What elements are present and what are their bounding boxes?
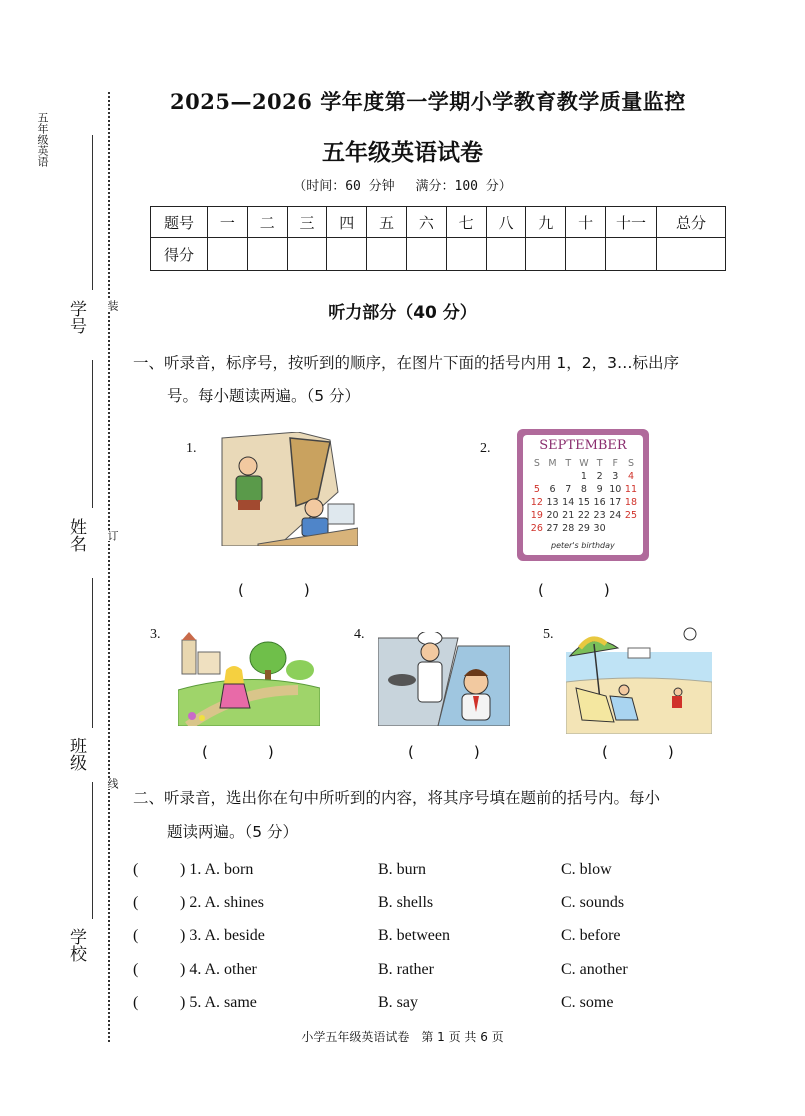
student-id-label: 学号 [66,300,86,334]
calendar-day: 13 [546,497,559,508]
girl-running-picture [178,630,320,726]
part1-instruction-line1: 一、听录音，标序号，按听到的顺序，在图片下面的括号内用 1，2，3…标出序 [133,354,680,372]
calendar-day: 18 [624,497,638,508]
calendar-week-row [529,483,639,496]
score-cell: 九 [526,207,566,238]
question-option-b: B. between [378,927,450,944]
score-cell: 三 [287,207,327,238]
calendar-week-row [529,496,639,509]
calendar-week-row [529,509,639,522]
calendar-day: 1 [580,471,587,482]
question-option-c: C. another [561,961,628,978]
score-input-cell[interactable] [566,238,606,271]
calendar-day: 25 [624,510,638,521]
open-paren[interactable]: ( [133,994,139,1011]
calendar-day: 23 [593,510,606,521]
class-line [92,578,93,728]
question-option-c: C. some [561,994,614,1011]
calendar-day: W [579,458,589,469]
seal-mark-zhuang: 装 [106,300,119,311]
answer-paren[interactable]: ( ) [238,581,310,599]
question-option-b: B. rather [378,961,434,978]
exam-meta: （时间：60 分钟 满分：100 分） [293,179,512,194]
question-option-a: ) 5. A. same [180,994,257,1011]
question-option-a: ) 4. A. other [180,961,257,978]
seal-dotted-line [108,92,110,1042]
answer-paren[interactable]: ( ) [408,743,480,761]
calendar-day: F [612,458,619,469]
score-input-cell[interactable] [367,238,407,271]
question-option-a: ) 1. A. born [180,861,254,878]
score-input-cell[interactable] [657,238,726,271]
calendar-day: 7 [565,484,572,495]
calendar-note: peter's birthday [551,541,615,550]
cook-picture [378,632,510,726]
question-option-a: ) 3. A. beside [180,927,265,944]
calendar-month: SEPTEMBER [539,438,627,453]
open-paren[interactable]: ( [133,961,139,978]
question-option-b: B. shells [378,894,434,911]
calendar-day: 26 [530,523,543,534]
calendar-day: T [596,458,603,469]
school-line [92,782,93,919]
open-paren[interactable]: ( [133,861,139,878]
score-cell: 十 [566,207,606,238]
open-paren[interactable]: ( [133,894,139,911]
calendar-day: 30 [593,523,606,534]
calendar-week-row [529,522,639,535]
calendar-day: 27 [546,523,559,534]
calendar-day: 14 [562,497,575,508]
calendar-day: 24 [609,510,622,521]
score-input-cell[interactable] [486,238,526,271]
part1-instruction-line2: 号。每小题读两遍。（5 分） [167,387,361,405]
calendar-day: 6 [549,484,556,495]
score-input-cell[interactable] [406,238,446,271]
score-table [150,206,726,271]
calendar-week-row [529,470,639,483]
name-label: 姓名 [66,518,86,552]
seal-mark-ding: 订 [106,530,119,541]
score-cell: 十一 [606,207,657,238]
question-option-b: B. say [378,994,418,1011]
calendar-day: 20 [546,510,559,521]
calendar-day: 5 [533,484,540,495]
calendar-day: 9 [596,484,603,495]
calendar-picture [517,429,649,561]
calendar-day: 22 [577,510,590,521]
family-room-picture [218,432,358,546]
exam-title: 2025—2026 学年度第一学期小学教育教学质量监控 [170,89,686,114]
score-cell: 二 [247,207,287,238]
calendar-day: 10 [609,484,622,495]
name-line [92,360,93,508]
calendar-day: 11 [624,484,638,495]
calendar-day: 15 [577,497,590,508]
question-option-c: C. blow [561,861,612,878]
calendar-grid [529,457,639,535]
calendar-day: 19 [530,510,543,521]
school-label: 学校 [66,928,86,962]
calendar-day: S [627,458,634,469]
score-table-header-row [151,207,726,238]
calendar-day: 2 [596,471,603,482]
answer-paren[interactable]: ( ) [202,743,274,761]
class-label: 班级 [66,737,86,771]
answer-paren[interactable]: ( ) [602,743,674,761]
calendar-day: M [548,458,557,469]
exam-subtitle: 五年级英语试卷 [322,139,483,166]
score-cell: 五 [367,207,407,238]
score-input-cell[interactable] [526,238,566,271]
calendar-day: S [533,458,540,469]
part2-instruction-line1: 二、听录音，选出你在句中所听到的内容，将其序号填在题前的括号内。每小 [133,789,661,807]
score-cell: 六 [406,207,446,238]
picture-number: 3. [150,627,161,642]
score-cell: 一 [208,207,248,238]
calendar-day: 8 [580,484,587,495]
open-paren[interactable]: ( [133,927,139,944]
calendar-day: 17 [609,497,622,508]
part2-instruction-line2: 题读两遍。（5 分） [167,823,299,841]
picture-number: 4. [354,627,365,642]
question-option-b: B. burn [378,861,426,878]
picture-number: 2. [480,441,491,456]
seal-mark-xian: 线 [106,778,119,789]
picture-number: 5. [543,627,554,642]
calendar-day: 29 [577,523,590,534]
question-option-c: C. sounds [561,894,625,911]
score-row-label: 得分 [151,238,208,271]
calendar-day: T [565,458,572,469]
calendar-day: 21 [562,510,575,521]
beach-picture [566,626,712,734]
score-table-score-row [151,238,726,271]
score-input-cell[interactable] [247,238,287,271]
listening-heading: 听力部分（40 分） [328,303,477,323]
calendar-day: 16 [593,497,606,508]
score-input-cell[interactable] [606,238,657,271]
question-option-a: ) 2. A. shines [180,894,264,911]
score-cell: 七 [446,207,486,238]
score-cell: 四 [327,207,367,238]
calendar-day: 12 [530,497,543,508]
subject-label: 五年级英语 [36,112,49,167]
page-footer: 小学五年级英语试卷 第 1 页 共 6 页 [301,1030,504,1044]
answer-paren[interactable]: ( ) [538,581,610,599]
score-cell: 总分 [657,207,726,238]
score-input-cell[interactable] [208,238,248,271]
calendar-day: 3 [612,471,619,482]
calendar-day: 4 [627,471,634,482]
score-cell: 八 [486,207,526,238]
score-input-cell[interactable] [287,238,327,271]
score-cell: 题号 [151,207,208,238]
score-input-cell[interactable] [446,238,486,271]
calendar-weekday-row [529,457,639,470]
question-option-c: C. before [561,927,621,944]
score-input-cell[interactable] [327,238,367,271]
calendar-day: 28 [562,523,575,534]
picture-number: 1. [186,441,197,456]
